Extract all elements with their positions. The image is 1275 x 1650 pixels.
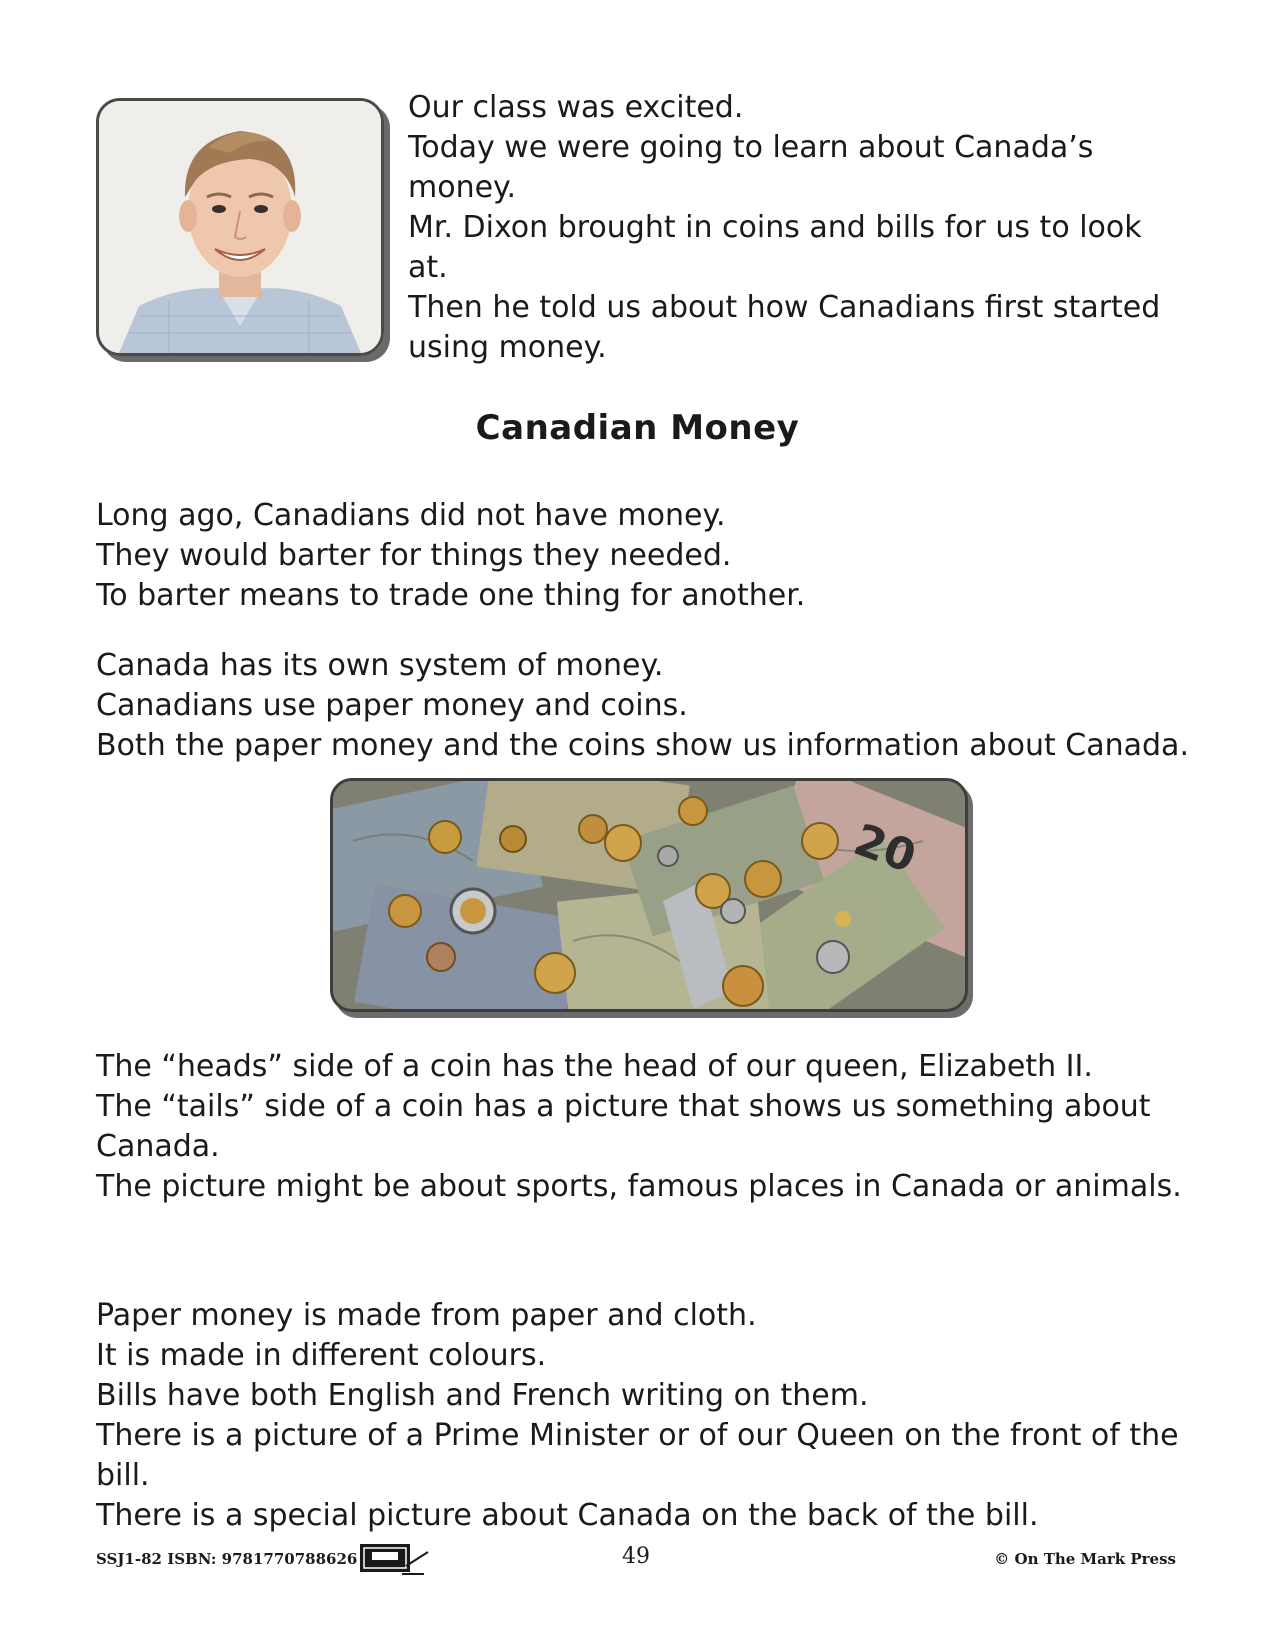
paragraph-system (96, 646, 1226, 766)
paragraph-line: They would barter for things they needed. (96, 538, 732, 573)
publisher-credit: © On The Mark Press (994, 1550, 1176, 1568)
page-number: 49 (622, 1544, 650, 1569)
paragraph-line: The “heads” side of a coin has the head of our queen, Elizabeth II. (96, 1049, 1093, 1084)
product-code: SSJ1-82 ISBN: 9781770788626 (96, 1550, 358, 1568)
paragraph-line: It is made in different colours. (96, 1338, 547, 1373)
paragraph-line: Bills have both English and French writing on them. (96, 1378, 869, 1413)
teacher-portrait-photo (96, 98, 384, 356)
intro-line: Mr. Dixon brought in coins and bills for us to look at. (408, 210, 1142, 285)
page-title: Canadian Money (475, 408, 800, 448)
paragraph-coins (96, 1047, 1226, 1207)
paragraph-line: The “tails” side of a coin has a picture that shows us something about Canada. (96, 1089, 1151, 1164)
paragraph-line: The picture might be about sports, famous places in Canada or animals. (96, 1169, 1182, 1204)
intro-line: Then he told us about how Canadians first started using money. (408, 290, 1161, 365)
money-photo (330, 778, 968, 1012)
bill-denomination-label: 20 (847, 814, 923, 884)
paragraph-line: Long ago, Canadians did not have money. (96, 498, 726, 533)
paragraph-line: To barter means to trade one thing for another. (96, 578, 806, 613)
intro-line: Today we were going to learn about Canada’s money. (408, 130, 1094, 205)
paragraph-paper-money (96, 1296, 1226, 1536)
paragraph-barter (96, 496, 1226, 616)
intro-text (408, 88, 1188, 368)
paragraph-line: Canada has its own system of money. (96, 648, 664, 683)
paragraph-line: Canadians use paper money and coins. (96, 688, 688, 723)
intro-line: Our class was excited. (408, 90, 744, 125)
page-footer (96, 1540, 1176, 1580)
paragraph-line: Paper money is made from paper and cloth. (96, 1298, 757, 1333)
paragraph-line: There is a special picture about Canada on the back of the bill. (96, 1498, 1039, 1533)
paragraph-line: Both the paper money and the coins show us information about Canada. (96, 728, 1189, 763)
paragraph-line: There is a picture of a Prime Minister or of our Queen on the front of the bill. (96, 1418, 1179, 1493)
